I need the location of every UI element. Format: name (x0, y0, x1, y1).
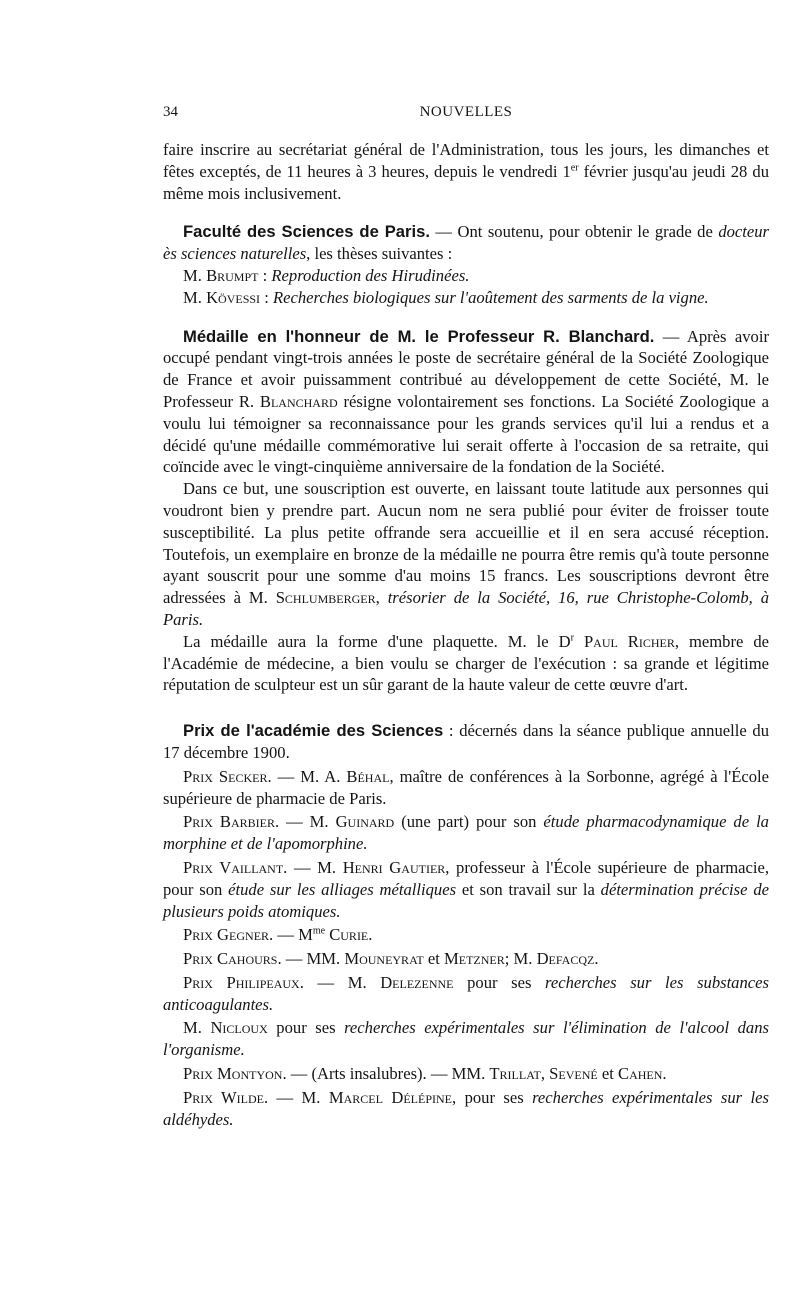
intro-paragraph: faire inscrire au secrétariat général de l'Administration, tous les jours, les dimanches et fêtes exceptés, de 11 heures à 3 heures, depuis le vendredi 1er février jusqu'au jeudi 28 du même mois inclusivement. (163, 140, 769, 203)
prix-item-barbier: Prix Barbier. — M. Guinard (une part) pour son étude pharmacodynamique de la morphine et de l'apomorphine. (163, 812, 769, 854)
prix-heading: Prix de l'académie des Sciences (183, 721, 444, 741)
prix-item-vaillant: Prix Vaillant. — M. Henri Gautier, professeur à l'École supérieure de pharmacie, pour son étude sur les alliages métalliques et son travail sur la détermination précise de plusieurs poids atomiques. (163, 857, 769, 921)
page-header (163, 104, 769, 128)
prix-item-montyon: Prix Montyon. — (Arts insalubres). — MM. Trillat, Sevené et Cahen. (183, 1064, 667, 1084)
faculte-heading: Faculté des Sciences de Paris. (183, 222, 430, 242)
medaille-paragraph: Médaille en l'honneur de M. le Professeur R. Blanchard. — Après avoir occupé pendant vingt-trois années le poste de secrétaire général de la Société Zoologique de France et avoir puissamment contribué au développement de cette Société, M. le Professeur R. Blanchard résigne volontairement ses fonctions. La Société Zoologique a voulu lui témoigner sa reconnaissance pour les grands services qu'il lui a rendus et a décidé qu'une médaille commémorative lui serait offerte à l'occasion de sa retraite, qui coïncide avec le vingt-cinquième anniversaire de la fondation de la Société. (163, 326, 769, 477)
prix-item-gegner: Prix Gegner. — $M^{me}$ Curie. (183, 925, 373, 945)
thesis-item: M. Kövessi : Recherches biologiques sur l'aoûtement des sarments de la vigne. (183, 287, 709, 307)
prix-item-wilde: Prix Wilde. — M. Marcel Délépine, pour ses recherches expérimentales sur les aldéhydes. (163, 1087, 769, 1129)
medaille-heading: Médaille en l'honneur de M. le Professeur R. Blanchard. (183, 326, 655, 346)
prix-item-secker: Prix Secker. — M. A. Béhal, maître de conférences à la Sorbonne, agrégé à l'École supérieure de pharmacie de Paris. (163, 766, 769, 808)
prix-item-nicloux: M. Nicloux pour ses recherches expérimentales sur l'élimination de l'alcool dans l'organisme. (163, 1018, 769, 1060)
text-column (163, 139, 769, 1130)
thesis-item: M. Brumpt : Reproduction des Hirudinées. (183, 265, 470, 285)
prix-paragraph: Prix de l'académie des Sciences : décernés dans la séance publique annuelle du 17 décembre 1900. (163, 721, 770, 762)
medaille-paragraph-2: Dans ce but, une souscription est ouverte, en laissant toute latitude aux personnes qui voudront bien y prendre part. Aucun nom ne sera publié pour éviter de froisser toute susceptibilité. La plus petite offrande sera accueillie et il en sera accusé réception. Toutefois, un exemplaire en bronze de la médaille ne pourra être remis qu'à toute personne ayant souscrit pour une somme d'au moins 15 francs. Les souscriptions devront être adressées à M. Schlumberger, trésorier de la Société, 16, rue Christophe-Colomb, à Paris. (163, 479, 770, 629)
prix-item-cahours: Prix Cahours. — MM. Mouneyrat et Metzner; M. Defacqz. (183, 949, 599, 969)
page-number: 34 (163, 104, 178, 120)
running-title: NOUVELLES (419, 104, 513, 120)
prix-item-philipeaux: Prix Philipeaux. — M. Delezenne pour ses recherches sur les substances anticoagulantes. (163, 972, 769, 1014)
faculte-paragraph: Faculté des Sciences de Paris. — Ont soutenu, pour obtenir le grade de docteur ès sciences naturelles, les thèses suivantes : (163, 222, 770, 264)
medaille-paragraph-3: La médaille aura la forme d'une plaquette. M. le $D^r$ Paul Richer, membre de l'Académie de médecine, a bien voulu se charger de l'exécution : sa grande et légitime réputation de sculpteur est un sûr garant de la haute valeur de cette œuvre d'art. (163, 631, 769, 695)
